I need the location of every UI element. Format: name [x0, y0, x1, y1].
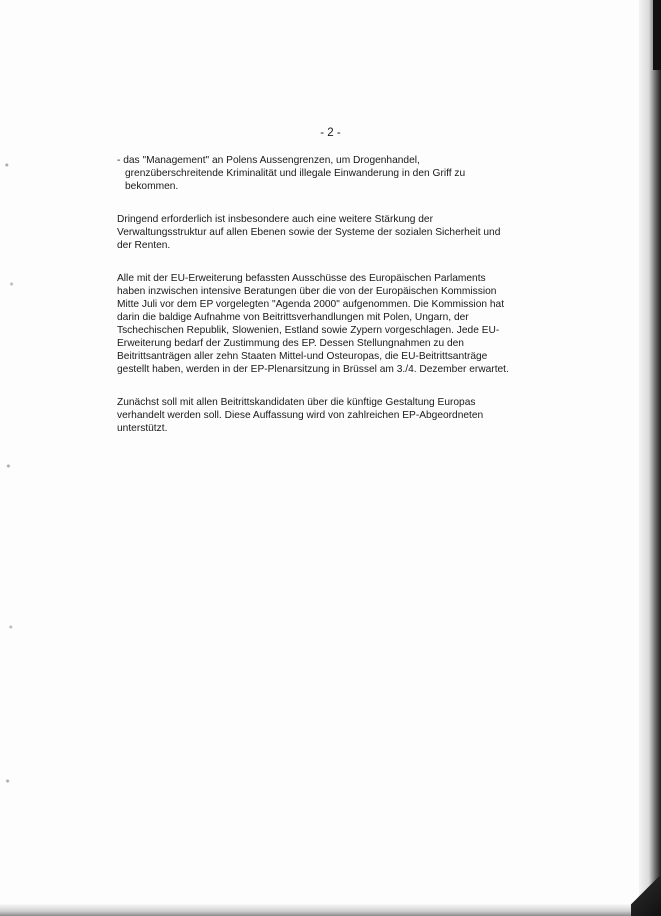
text-line: Erweiterung bedarf der Zustimmung des EP. Dessen Stellungnahmen zu den	[117, 338, 464, 349]
bullet-item	[117, 154, 557, 193]
page-number: - 2 -	[320, 127, 341, 139]
text-line: der Renten.	[117, 240, 171, 251]
paragraph-erweiterung	[117, 272, 557, 376]
text-line: Dringend erforderlich ist insbesondere auch eine weitere Stärkung der	[117, 214, 433, 225]
text-line: Tschechischen Republik, Slowenien, Estland sowie Zypern vorgeschlagen. Jede EU-	[117, 325, 500, 336]
text-line: Verwaltungsstruktur auf allen Ebenen sowie der Systeme der sozialen Sicherheit und	[117, 227, 501, 238]
text-line: darin die baldige Aufnahme von Beitrittsverhandlungen mit Polen, Ungarn, der	[117, 312, 469, 323]
text-line: - das "Management" an Polens Aussengrenzen, um Drogenhandel,	[117, 155, 420, 166]
paragraph-beitrittskandidaten	[117, 396, 557, 435]
text-line: grenzüberschreitende Kriminalität und illegale Einwanderung in den Griff zu	[125, 168, 466, 179]
text-line: haben inzwischen intensive Beratungen über die von der Europäischen Kommission	[117, 286, 497, 297]
paragraph-verwaltung	[117, 213, 557, 252]
text-line: Zunächst soll mit allen Beitrittskandidaten über die künftige Gestaltung Europas	[117, 397, 476, 408]
text-line: verhandelt werden soll. Diese Auffassung wird von zahlreichen EP-Abgeordneten	[117, 410, 484, 421]
text-line: bekommen.	[125, 181, 179, 192]
document-body	[117, 154, 557, 455]
scan-speckle	[2, 130, 18, 830]
text-line: Mitte Juli vor dem EP vorgelegten "Agenda 2000" aufgenommen. Die Kommission hat	[117, 299, 505, 310]
scan-corner-mark	[631, 876, 661, 916]
text-line: gestellt haben, werden in der EP-Plenarsitzung in Brüssel am 3./4. Dezember erwartet.	[117, 364, 509, 375]
scan-edge-bottom	[0, 904, 661, 916]
text-line: unterstützt.	[117, 423, 168, 434]
text-line: Alle mit der EU-Erweiterung befassten Ausschüsse des Europäischen Parlaments	[117, 273, 486, 284]
text-line: Beitrittsanträgen aller zehn Staaten Mittel-und Osteuropas, die EU-Beitrittsanträge	[117, 351, 488, 362]
scan-edge-top-right	[653, 0, 661, 70]
